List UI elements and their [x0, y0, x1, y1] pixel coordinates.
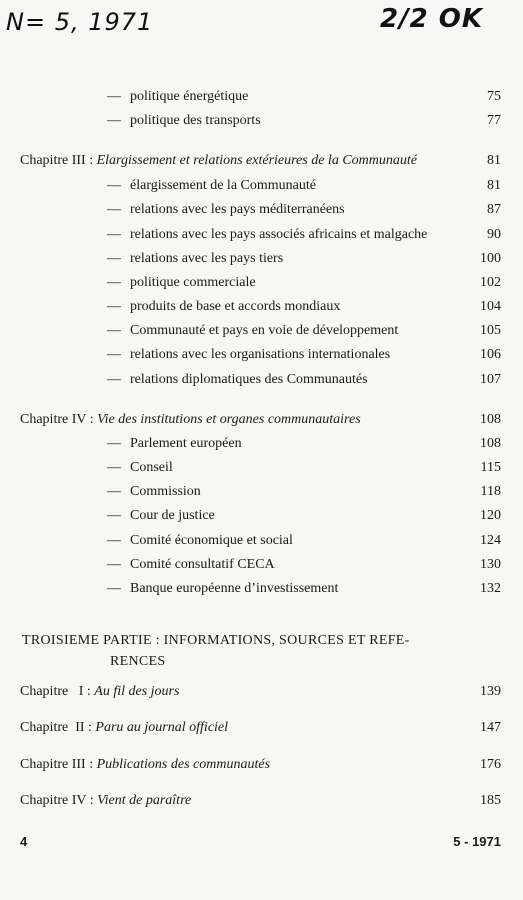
chapter-page: 81 — [487, 153, 501, 168]
toc-entry — [0, 578, 523, 600]
chapter-label: Chapitre IV : Vient de paraître — [20, 793, 192, 808]
dash: — — [107, 436, 121, 451]
entry-label: relations avec les pays associés africains et malgache — [130, 227, 428, 242]
entry-page: 104 — [480, 299, 501, 314]
dash: — — [107, 557, 121, 572]
part-heading — [22, 630, 492, 672]
entry-page: 90 — [487, 227, 501, 242]
entry-page: 77 — [487, 113, 501, 128]
entry-page: 106 — [480, 347, 501, 362]
entry-label: politique commerciale — [130, 275, 256, 290]
entry-label: Parlement européen — [130, 436, 242, 451]
chapter-heading — [0, 409, 523, 431]
entry-label: relations diplomatiques des Communautés — [130, 372, 368, 387]
chapter-page: 108 — [480, 412, 501, 427]
entry-page: 100 — [480, 251, 501, 266]
chapter-page: 147 — [480, 720, 501, 735]
entry-label: Comité économique et social — [130, 533, 293, 548]
dash: — — [107, 323, 121, 338]
toc-entry — [0, 272, 523, 294]
entry-page: 130 — [480, 557, 501, 572]
chapter-heading — [0, 681, 523, 703]
entry-label: produits de base et accords mondiaux — [130, 299, 341, 314]
chapter-title: Vie des institutions et organes communautaires — [97, 412, 361, 427]
entry-label: Comité consultatif CECA — [130, 557, 275, 572]
toc-entry — [0, 320, 523, 342]
chapter-label: Chapitre III : Elargissement et relations extérieures de la Communauté — [20, 153, 417, 168]
chapter-title: Vient de paraître — [97, 793, 192, 808]
dash: — — [107, 251, 121, 266]
entry-label: politique des transports — [130, 113, 261, 128]
toc-entry — [0, 530, 523, 552]
entry-label: relations avec les pays tiers — [130, 251, 284, 266]
handwritten-issue-note: N= 5, 1971 — [6, 8, 154, 36]
chapter-heading — [0, 790, 523, 812]
toc-entry — [0, 224, 523, 246]
entry-page: 105 — [480, 323, 501, 338]
dash: — — [107, 275, 121, 290]
dash: — — [107, 227, 121, 242]
toc-entry — [0, 248, 523, 270]
toc-entry — [0, 505, 523, 527]
entry-label: Banque européenne d’investissement — [130, 581, 339, 596]
dash: — — [107, 178, 121, 193]
dash: — — [107, 299, 121, 314]
entry-label: Conseil — [130, 460, 173, 475]
entry-label: politique énergétique — [130, 89, 249, 104]
toc-entry — [0, 86, 523, 108]
part-heading-line2: RENCES — [110, 654, 166, 669]
chapter-title: Elargissement et relations extérieures de la Communauté — [96, 153, 417, 168]
dash: — — [107, 89, 121, 104]
chapter-heading — [0, 717, 523, 739]
chapter-label: Chapitre II : Paru au journal officiel — [20, 720, 229, 735]
chapter-page: 139 — [480, 684, 501, 699]
footer-issue: 5 - 1971 — [453, 834, 501, 849]
entry-page: 75 — [487, 89, 501, 104]
chapter-title: Paru au journal officiel — [95, 720, 229, 735]
entry-page: 87 — [487, 202, 501, 217]
entry-page: 108 — [480, 436, 501, 451]
entry-label: relations avec les pays méditerranéens — [130, 202, 345, 217]
chapter-page: 176 — [480, 757, 501, 772]
toc-entry — [0, 554, 523, 576]
chapter-title: Au fil des jours — [94, 684, 180, 699]
toc-entry — [0, 344, 523, 366]
toc-entry — [0, 175, 523, 197]
dash: — — [107, 347, 121, 362]
entry-label: Cour de justice — [130, 508, 215, 523]
chapter-label: Chapitre III : Publications des communautés — [20, 757, 271, 772]
chapter-heading — [0, 754, 523, 776]
dash: — — [107, 508, 121, 523]
dash: — — [107, 484, 121, 499]
chapter-label: Chapitre IV : Vie des institutions et organes communautaires — [20, 412, 361, 427]
entry-label: élargissement de la Communauté — [130, 178, 316, 193]
entry-page: 118 — [480, 484, 501, 499]
entry-page: 107 — [480, 372, 501, 387]
dash: — — [107, 372, 121, 387]
dash: — — [107, 460, 121, 475]
dash: — — [107, 202, 121, 217]
toc-entry — [0, 296, 523, 318]
entry-page: 120 — [480, 508, 501, 523]
entry-label: Commission — [130, 484, 201, 499]
chapter-heading — [0, 150, 523, 172]
chapter-page: 185 — [480, 793, 501, 808]
chapter-title: Publications des communautés — [96, 757, 271, 772]
dash: — — [107, 581, 121, 596]
toc-entry — [0, 110, 523, 132]
part-heading-line1: TROISIEME PARTIE : INFORMATIONS, SOURCES ET REFE- — [22, 633, 410, 648]
toc-entry — [0, 481, 523, 503]
toc-entry — [0, 199, 523, 221]
toc-entry — [0, 433, 523, 455]
entry-page: 81 — [487, 178, 501, 193]
dash: — — [107, 113, 121, 128]
entry-label: Communauté et pays en voie de développement — [130, 323, 399, 338]
entry-label: relations avec les organisations internationales — [130, 347, 391, 362]
entry-page: 115 — [480, 460, 501, 475]
handwritten-check-note: 2/2 OK — [380, 4, 483, 34]
dash: — — [107, 533, 121, 548]
entry-page: 102 — [480, 275, 501, 290]
chapter-label: Chapitre I : Au fil des jours — [20, 684, 180, 699]
footer-page-number: 4 — [20, 834, 28, 849]
toc-entry — [0, 369, 523, 391]
entry-page: 124 — [480, 533, 501, 548]
entry-page: 132 — [480, 581, 501, 596]
toc-entry — [0, 457, 523, 479]
